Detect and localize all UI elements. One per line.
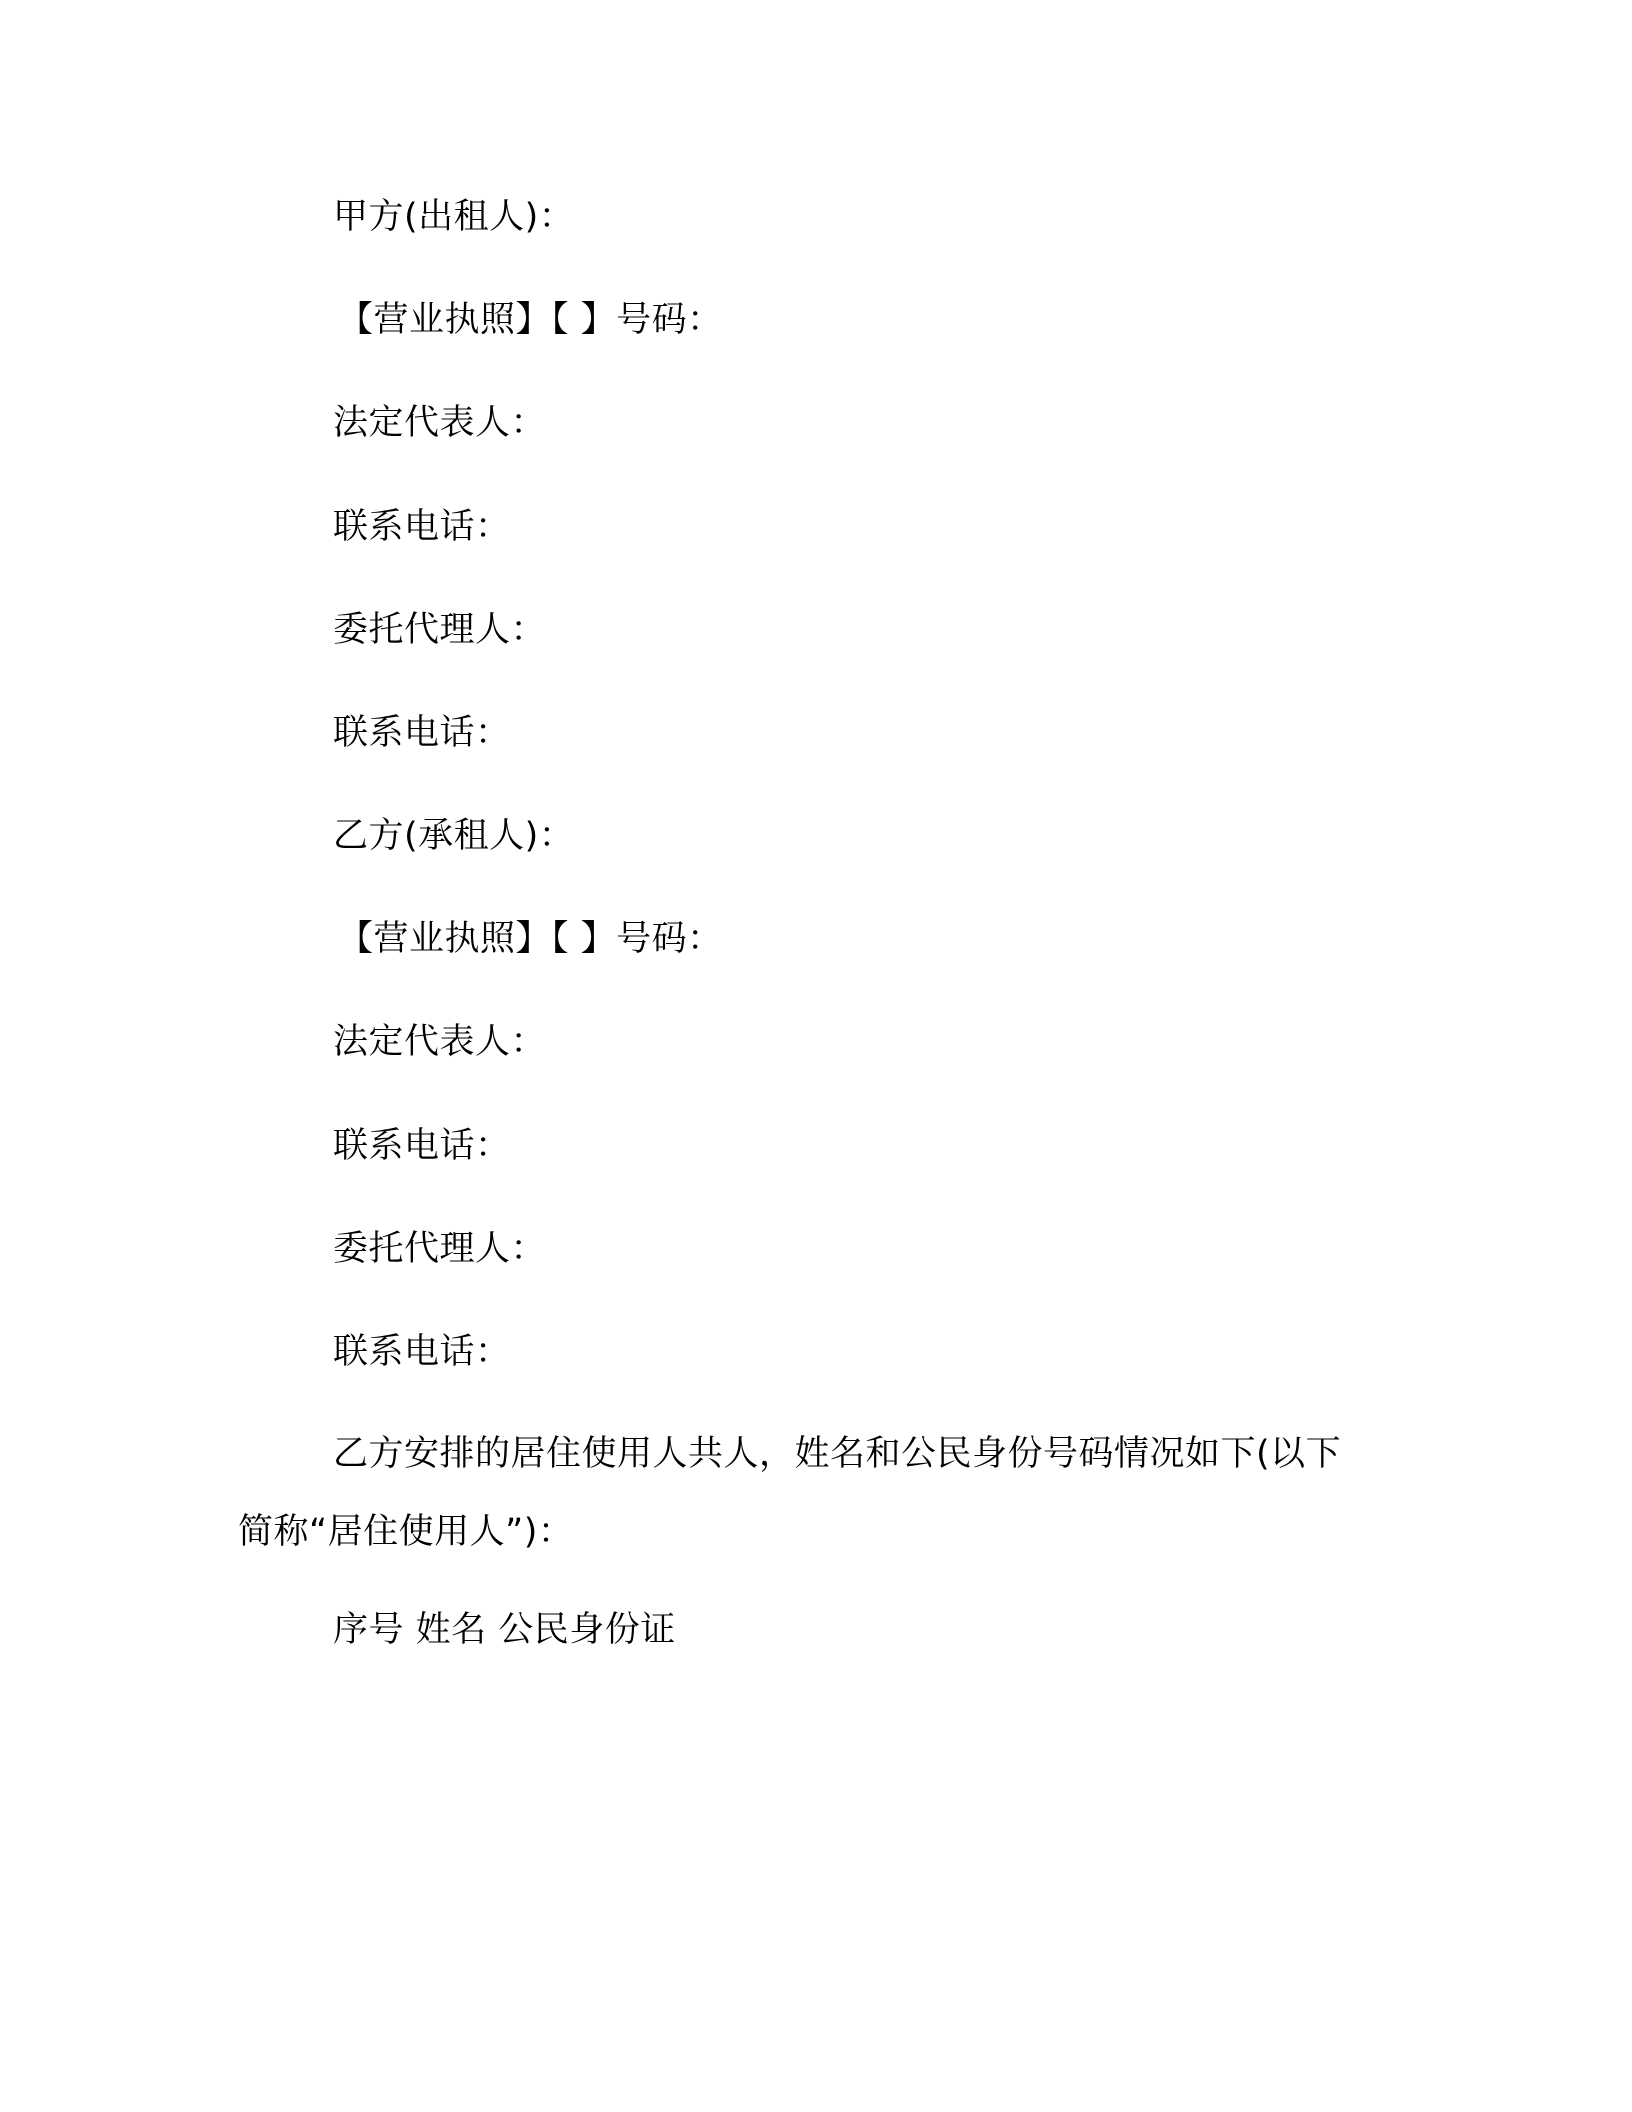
party-b-heading: 乙方(承租人)： (333, 816, 575, 856)
party-a-legal-rep-field: 法定代表人： (333, 403, 547, 443)
party-a-agent-field: 委托代理人： (333, 610, 547, 650)
party-a-heading: 甲方(出租人)： (333, 197, 575, 237)
party-a-phone-field: 联系电话： (333, 507, 511, 547)
occupants-table-header: 序号 姓名 公民身份证 (333, 1610, 676, 1650)
party-b-legal-rep-field: 法定代表人： (333, 1022, 547, 1062)
party-b-agent-phone-field: 联系电话： (333, 1332, 511, 1372)
party-b-license-field: 【营业执照】【 】号码： (338, 919, 723, 959)
party-b-phone-field: 联系电话： (333, 1126, 511, 1166)
occupants-paragraph: 乙方安排的居住使用人共人，姓名和公民身份号码情况如下(以下简称“居住使用人”)： (238, 1434, 1342, 1552)
party-a-license-field: 【营业执照】【 】号码： (338, 300, 723, 340)
party-a-agent-phone-field: 联系电话： (333, 713, 511, 753)
party-b-agent-field: 委托代理人： (333, 1229, 547, 1269)
